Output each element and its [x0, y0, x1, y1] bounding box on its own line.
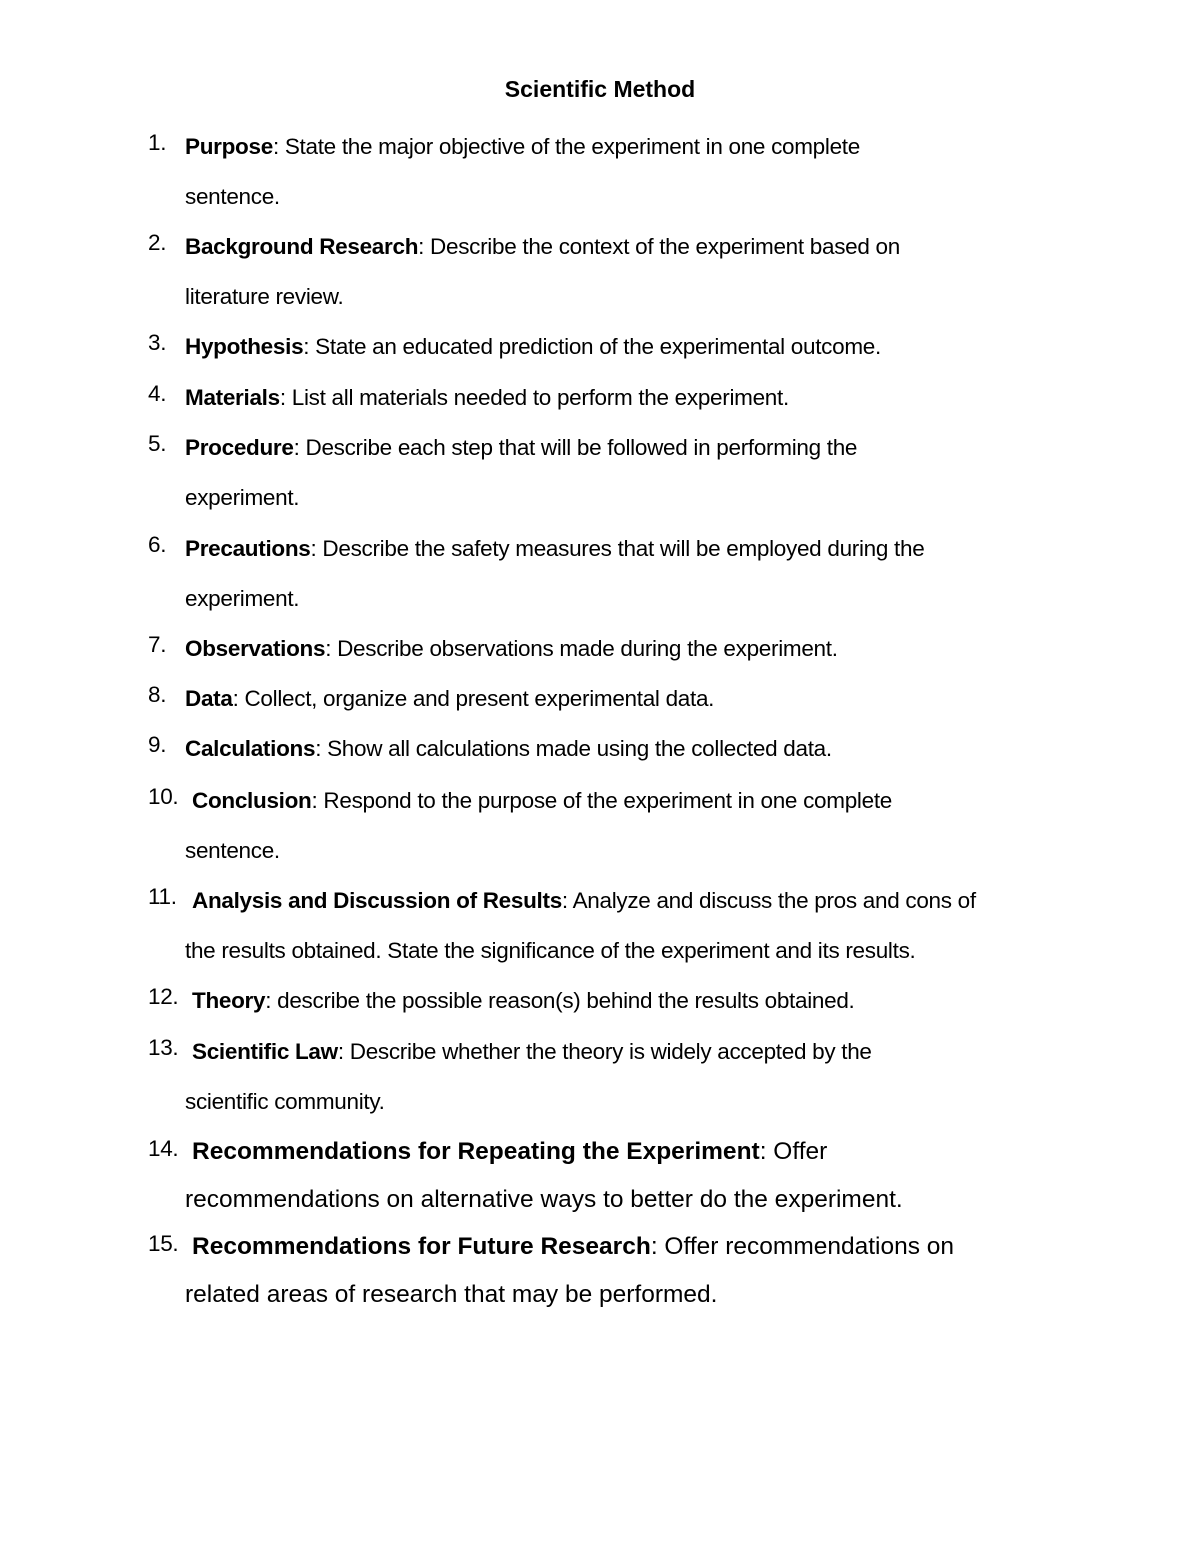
item-text: Describe the safety measures that will be employed during the [316, 536, 925, 561]
item-term: Materials [185, 385, 280, 410]
item-text-continued: scientific community. [185, 1089, 385, 1114]
item-number: 15. [148, 1231, 179, 1256]
item-text: Describe whether the theory is widely accepted by the [343, 1039, 872, 1064]
item-term: Purpose [185, 134, 273, 159]
item-text: Show all calculations made using the collected data. [321, 736, 832, 761]
item-separator: : [265, 988, 272, 1013]
item-text: State the major objective of the experiment in one complete [278, 134, 860, 159]
item-number: 9. [148, 732, 167, 757]
item-separator: : [311, 788, 318, 813]
item-separator: : [303, 334, 310, 359]
item-number: 2. [148, 230, 167, 255]
item-text-continued: the results obtained. State the significance of the experiment and its results. [185, 938, 916, 963]
item-text: Describe observations made during the experiment. [331, 636, 838, 661]
item-text: Respond to the purpose of the experiment in one complete [317, 788, 892, 813]
item-term: Procedure [185, 435, 294, 460]
item-separator: : [650, 1233, 658, 1260]
item-number: 13. [148, 1035, 179, 1060]
document-title: Scientific Method [504, 76, 696, 102]
item-text: Describe the context of the experiment based on [424, 234, 900, 259]
item-number: 5. [148, 431, 167, 456]
item-text-continued: experiment. [185, 586, 300, 611]
item-number: 1. [148, 130, 167, 155]
item-term: Recommendations for Future Research [192, 1233, 651, 1260]
item-term: Calculations [185, 736, 316, 761]
item-text: Offer recommendations on [657, 1233, 955, 1260]
item-text-continued: literature review. [185, 284, 344, 309]
item-text: Describe each step that will be followed in performing the [299, 435, 858, 460]
item-text: State an educated prediction of the experimental outcome. [309, 334, 881, 359]
item-separator: : [561, 888, 568, 913]
item-number: 7. [148, 632, 167, 657]
item-separator: : [310, 536, 317, 561]
item-text: Offer [766, 1138, 828, 1165]
item-text-continued: experiment. [185, 485, 300, 510]
item-number: 3. [148, 330, 167, 355]
item-term: Scientific Law [192, 1039, 338, 1064]
item-term: Theory [192, 988, 266, 1013]
item-separator: : [759, 1138, 767, 1165]
item-separator: : [337, 1039, 344, 1064]
item-term: Background Research [185, 234, 419, 259]
item-separator: : [325, 636, 332, 661]
item-number: 6. [148, 532, 167, 557]
item-term: Observations [185, 636, 326, 661]
item-text: Analyze and discuss the pros and cons of [567, 888, 976, 913]
item-term: Analysis and Discussion of Results [192, 888, 562, 913]
item-separator: : [315, 736, 322, 761]
item-number: 8. [148, 682, 167, 707]
item-separator: : [232, 686, 239, 711]
item-text-continued: sentence. [185, 184, 280, 209]
item-term: Recommendations for Repeating the Experiment [192, 1138, 760, 1165]
item-text-continued: sentence. [185, 838, 280, 863]
item-number: 12. [148, 984, 179, 1009]
item-number: 14. [148, 1136, 179, 1161]
item-term: Precautions [185, 536, 311, 561]
item-term: Hypothesis [185, 334, 304, 359]
item-text: describe the possible reason(s) behind the results obtained. [271, 988, 855, 1013]
item-number: 11. [148, 884, 177, 909]
item-number: 4. [148, 381, 167, 406]
item-text: Collect, organize and present experimental data. [238, 686, 715, 711]
item-text: List all materials needed to perform the experiment. [285, 385, 789, 410]
item-separator: : [418, 234, 425, 259]
item-term: Data [185, 686, 233, 711]
item-separator: : [272, 134, 279, 159]
item-term: Conclusion [192, 788, 312, 813]
item-separator: : [279, 385, 286, 410]
item-text-continued: recommendations on alternative ways to better do the experiment. [185, 1186, 903, 1213]
item-number: 10. [148, 784, 179, 809]
item-text-continued: related areas of research that may be performed. [185, 1281, 718, 1308]
item-separator: : [293, 435, 300, 460]
